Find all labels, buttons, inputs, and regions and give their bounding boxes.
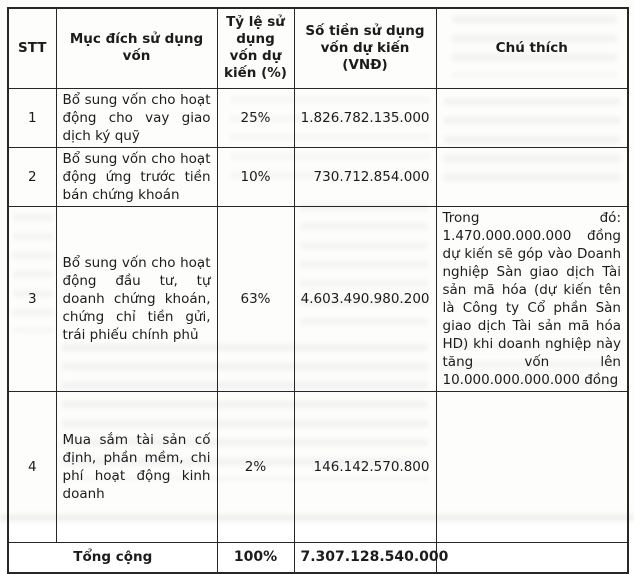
stt-cell: 1 [8,88,56,147]
note-cell: Trong đó: 1.470.000.000.000 đồng dự kiến sẽ góp vào Doanh nghiệp Sàn giao dịch Tài sản mã hóa (dự kiến tên là Công ty Cổ phần Sàn giao dịch Tài sản mã hóa HD) khi doanh nghiệp này tăng vốn lên 10.000.000.000.000 đồng [436,206,628,391]
note-cell [436,147,628,206]
purpose-cell: Mua sắm tài sản cố định, phần mềm, chi phí hoạt động kinh doanh [56,391,217,542]
purpose-cell: Bổ sung vốn cho hoạt động đầu tư, tự doanh chứng khoán, chứng chỉ tiền gửi, trái phiếu chính phủ [56,206,217,391]
total-label-cell: Tổng cộng [8,542,217,573]
col-header-stt: STT [8,8,56,88]
col-header-ratio: Tỷ lệ sử dụng vốn dự kiến (%) [217,8,294,88]
stt-cell: 3 [8,206,56,391]
purpose-cell: Bổ sung vốn cho hoạt động ứng trước tiền bán chứng khoán [56,147,217,206]
amount-cell: 4.603.490.980.200 [294,206,436,391]
table-row [8,206,628,391]
col-header-purpose: Mục đích sử dụng vốn [56,8,217,88]
table-total-row [8,542,628,573]
amount-cell: 1.826.782.135.000 [294,88,436,147]
table-header-row [8,8,628,88]
total-ratio-cell: 100% [217,542,294,573]
total-amount-cell: 7.307.128.540.000 [294,542,436,573]
table-row [8,147,628,206]
col-header-amount: Số tiền sử dụng vốn dự kiến (VNĐ) [294,8,436,88]
ratio-cell: 25% [217,88,294,147]
total-note-cell [436,542,628,573]
ratio-cell: 2% [217,391,294,542]
note-cell [436,391,628,542]
table-row [8,391,628,542]
stt-cell: 2 [8,147,56,206]
amount-cell: 146.142.570.800 [294,391,436,542]
capital-use-table [7,7,629,574]
col-header-note: Chú thích [436,8,628,88]
table-row [8,88,628,147]
amount-cell: 730.712.854.000 [294,147,436,206]
ratio-cell: 63% [217,206,294,391]
ratio-cell: 10% [217,147,294,206]
note-cell [436,88,628,147]
stt-cell: 4 [8,391,56,542]
purpose-cell: Bổ sung vốn cho hoạt động cho vay giao dịch ký quỹ [56,88,217,147]
